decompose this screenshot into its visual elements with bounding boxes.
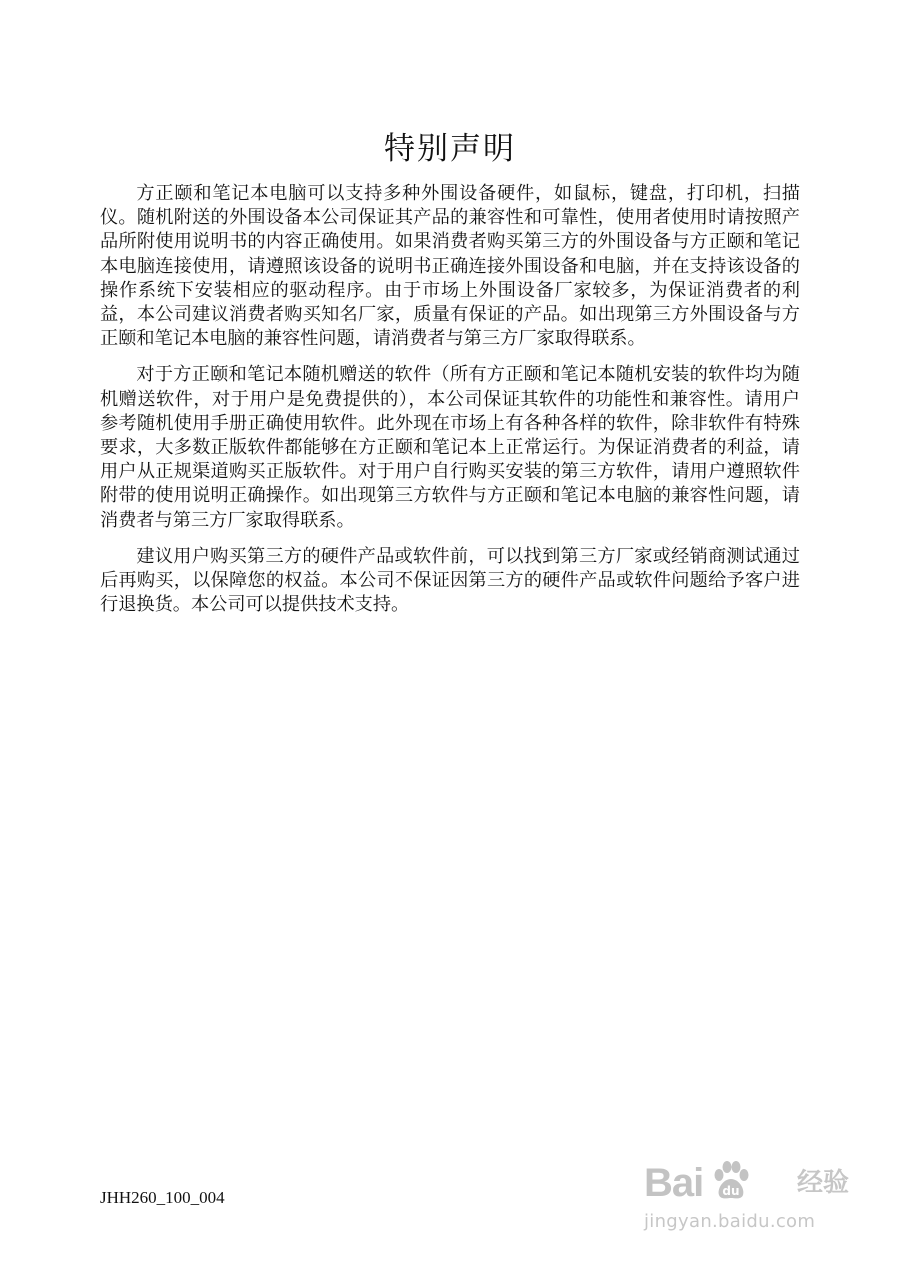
paragraph-peripherals: 方正颐和笔记本电脑可以支持多种外围设备硬件，如鼠标，键盘，打印机，扫描仪。随机附送的外围设备本公司保证其产品的兼容性和可靠性，使用者使用时请按照产品所附使用说明书的内容正确使用。如果消费者购买第三方的外围设备与方正颐和笔记本电脑连接使用，请遵照该设备的说明书正确连接外围设备和电脑，并在支持该设备的操作系统下安装相应的驱动程序。由于市场上外围设备厂家较多，为保证消费者的利益，本公司建议消费者购买知名厂家，质量有保证的产品。如出现第三方外围设备与方正颐和笔记本电脑的兼容性问题，请消费者与第三方厂家取得联系。 [100, 183, 800, 350]
document-code: JHH260_100_004 [100, 1188, 225, 1207]
baidu-jingyan-watermark [640, 1158, 855, 1248]
statement-body [100, 182, 800, 629]
watermark-logo [640, 1158, 855, 1208]
watermark-url: jingyan.baidu.com [644, 1211, 816, 1232]
watermark-brand-suffix: 经验 [797, 1168, 850, 1198]
page-title: 特别声明 [384, 131, 516, 167]
paragraph-software: 对于方正颐和笔记本随机赠送的软件（所有方正颐和笔记本随机安装的软件均为随机赠送软件，对于用户是免费提供的），本公司保证其软件的功能性和兼容性。请用户参考随机使用手册正确使用软件。此外现在市场上有各种各样的软件，除非软件有特殊要求，大多数正版软件都能够在方正颐和笔记本上正常运行。为保证消费者的利益，请用户从正规渠道购买正版软件。对于用户自行购买安装的第三方软件，请用户遵照软件附带的使用说明正确操作。如出现第三方软件与方正颐和笔记本电脑的兼容性问题，请消费者与第三方厂家取得联系。 [100, 364, 800, 531]
watermark-brand-left: Bai [644, 1161, 704, 1205]
paragraph-recommendation: 建议用户购买第三方的硬件产品或软件前，可以找到第三方厂家或经销商测试通过后再购买，以保障您的权益。本公司不保证因第三方的硬件产品或软件问题给予客户进行退换货。本公司可以提供技术支持。 [100, 545, 800, 616]
baidu-paw-icon [708, 1158, 754, 1204]
svg-text:du: du [722, 1184, 740, 1198]
